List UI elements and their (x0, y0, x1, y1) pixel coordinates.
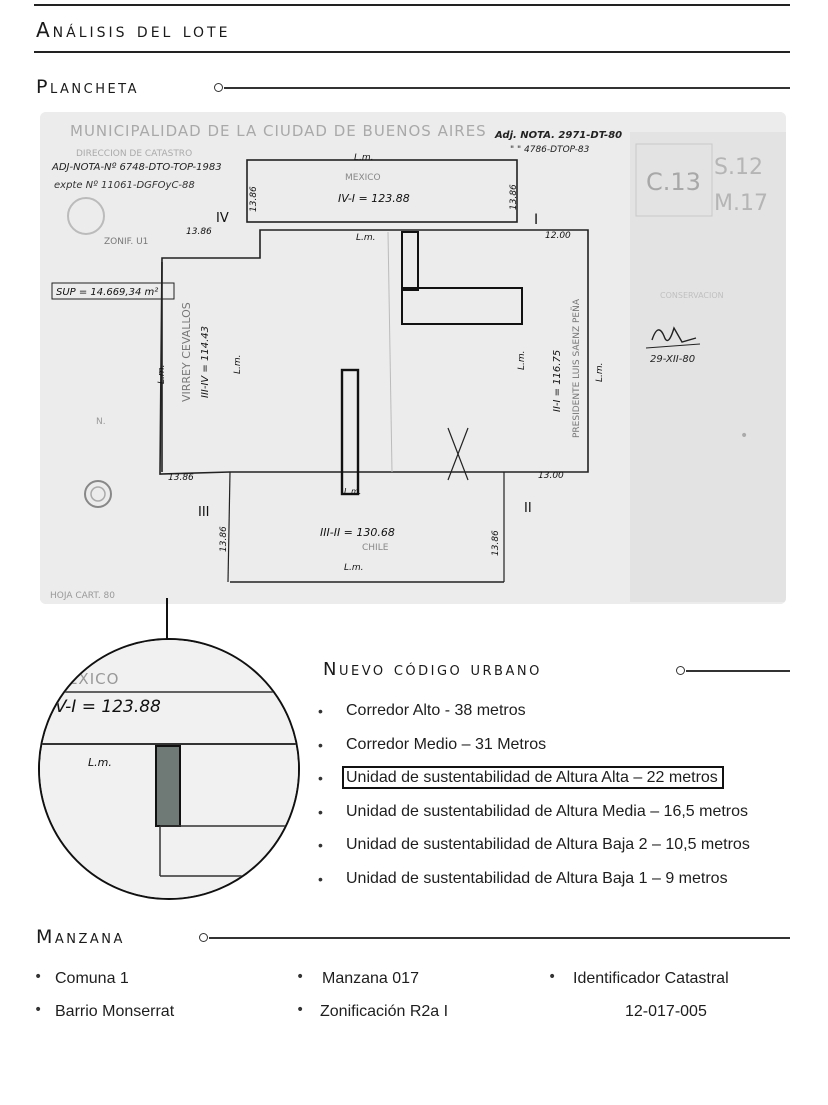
corner-dim-se: 13.00 (538, 471, 564, 481)
section-title-codigo: Nuevo código urbano (323, 659, 542, 680)
section-line (686, 670, 790, 672)
street-right: PRESIDENTE LUIS SAENZ PEÑA (572, 299, 582, 438)
zoom-leader-line (166, 598, 168, 640)
note-right-1: Adj. NOTA. 2971-DT-80 (495, 130, 623, 141)
vertex-II: II (524, 501, 532, 516)
dim-bottom: III-II = 130.68 (320, 526, 395, 539)
list-item: • Corredor Medio – 31 Metros (318, 730, 750, 764)
corner-dim-nw: 13.86 (186, 227, 212, 237)
dim-right: II-I = 116.75 (552, 349, 563, 412)
hoja-text: HOJA CART. 80 (50, 591, 116, 601)
vertex-I: I (534, 212, 539, 228)
north-text: N. (96, 417, 106, 427)
street-bottom: CHILE (362, 543, 389, 553)
zoom-street: MEXICO (54, 670, 120, 688)
zoom-building (156, 746, 180, 826)
section-line (209, 937, 790, 939)
dim-top: IV-I = 123.88 (338, 192, 410, 205)
list-item: • Unidad de sustentabilidad de Altura Media – 16,5 metros (318, 797, 750, 831)
dim-left: III-IV = 114.43 (200, 326, 211, 398)
identificador-label: Identificador Catastral (573, 970, 729, 987)
section-line (224, 87, 790, 89)
direccion-text: DIRECCION DE CATASTRO (76, 149, 193, 159)
title-rule (34, 51, 790, 53)
cadastral-plan (40, 112, 786, 604)
zonificacion-text: Zonificación R2a I (320, 1003, 449, 1020)
firma-fecha: 29-XII-80 (650, 354, 696, 365)
grid-c: C.13 (646, 168, 701, 196)
note-right-2: " " 4786-DTOP-83 (510, 145, 590, 155)
list-item-highlighted: • Unidad de sustentabilidad de Altura Alta – 22 metros (318, 763, 750, 797)
conservacion-text: CONSERVACION (660, 291, 724, 300)
grid-s: S.12 (714, 155, 763, 180)
plan-label: L.m. (356, 233, 376, 243)
plan-label: L.m. (344, 487, 362, 496)
plan-label: L.m. (517, 350, 527, 370)
zoom-lm: L.m. (88, 756, 112, 769)
comuna-text: Comuna 1 (55, 970, 129, 987)
list-item: • Corredor Alto - 38 metros (318, 696, 750, 730)
sup-text: SUP = 14.669,34 m² (56, 287, 159, 298)
grid-m: M.17 (714, 191, 768, 216)
street-left: VIRREY CEVALLOS (180, 302, 193, 402)
plan-label: L.m. (595, 362, 605, 382)
vertex-IV: IV (216, 211, 229, 226)
section-dot (199, 933, 208, 942)
zoom-dim: IV-I = 123.88 (50, 697, 161, 717)
list-item: • Unidad de sustentabilidad de Altura Baja 1 – 9 metros (318, 864, 750, 898)
street-top: MEXICO (345, 173, 381, 183)
barrio-text: Barrio Monserrat (55, 1003, 175, 1020)
zonif-text: ZONIF. U1 (104, 237, 149, 247)
vertex-III: III (198, 505, 210, 520)
plan-label: L.m. (354, 153, 374, 163)
section-title-plancheta: Plancheta (36, 76, 140, 98)
list-item: • Unidad de sustentabilidad de Altura Baja 2 – 10,5 metros (318, 830, 750, 864)
plan-label: 13.86 (491, 530, 501, 556)
codigo-list (318, 696, 750, 897)
note-left-1: ADJ-NOTA-Nº 6748-DTO-TOP-1983 (52, 162, 222, 173)
corner-dim-ne: 12.00 (545, 231, 571, 241)
plan-label: • (740, 428, 749, 444)
identificador-value: 12-017-005 (625, 1003, 707, 1020)
plan-label: 13.86 (219, 526, 229, 552)
section-title-manzana: Manzana (36, 926, 125, 948)
section-dot (214, 83, 223, 92)
municipal-header: MUNICIPALIDAD DE LA CIUDAD DE BUENOS AIRES (70, 122, 487, 140)
plan-label: 13.86 (249, 186, 259, 212)
zoom-magnifier (38, 638, 300, 900)
section-dot (676, 666, 685, 675)
manzana-text: Manzana 017 (322, 970, 419, 987)
page-title: Análisis del lote (36, 18, 231, 42)
top-rule (34, 4, 790, 6)
corner-dim-sw: 13.86 (168, 473, 194, 483)
plan-label: L.m. (233, 354, 243, 374)
plan-label: 13.86 (509, 184, 519, 210)
plan-label: L.m. (157, 364, 167, 384)
note-left-2: expte Nº 11061-DGFOyC-88 (54, 180, 195, 191)
plan-label: L.m. (344, 563, 364, 573)
